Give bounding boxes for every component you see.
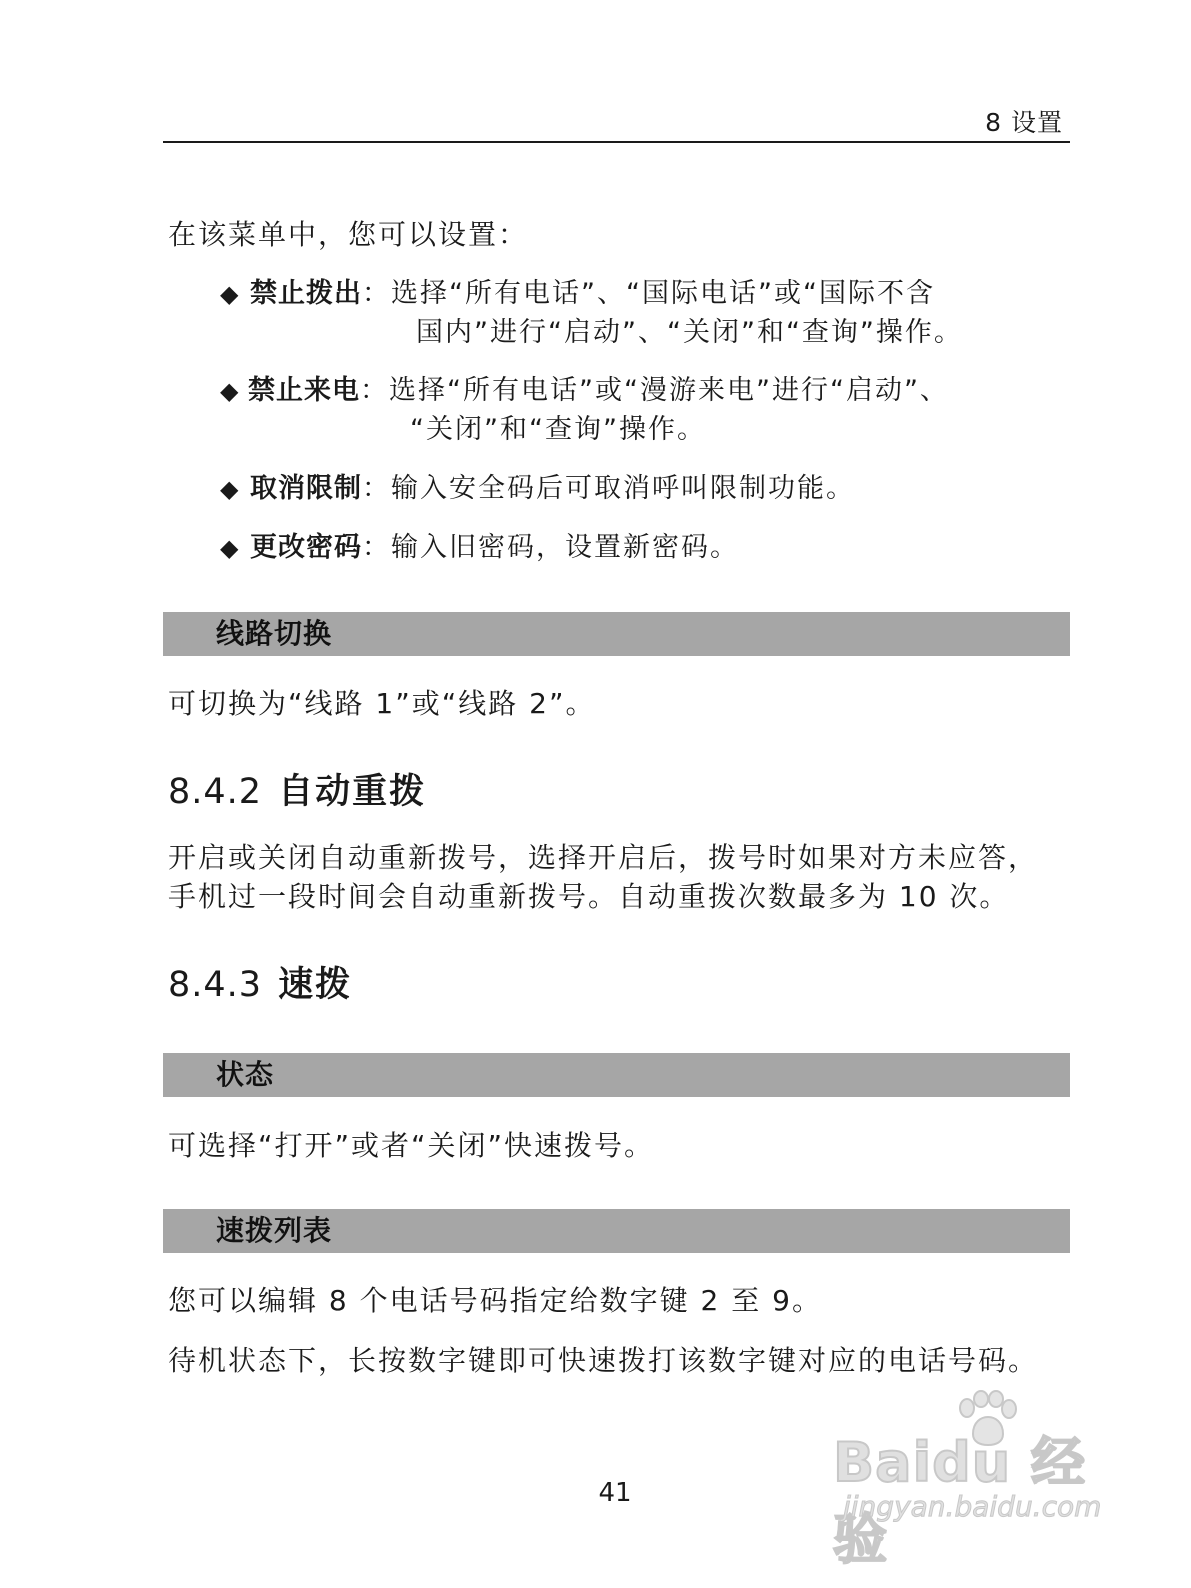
bullet-item [220,274,935,314]
section-heading: 线路切换 [216,617,333,650]
subsection-number: 8.4.2 [168,772,263,812]
page-number: 41 [598,1478,632,1508]
running-header: 8 设置 [985,108,1063,137]
section-heading: 状态 [216,1058,275,1091]
bullet-item [220,469,855,509]
subsection-title-speed-dial [168,963,352,1007]
diamond-bullet-icon: ◆ [220,475,239,503]
diamond-bullet-icon: ◆ [220,377,239,405]
bullet-desc: ：输入安全码后可取消呼叫限制功能。 [362,473,855,504]
bullet-item [220,371,949,411]
bullet-desc: ：选择“所有电话”、“国际电话”或“国际不含 [362,278,935,309]
auto-redial-text-line2: 手机过一段时间会自动重新拨号。自动重拨次数最多为 10 次。 [168,880,1010,913]
subsection-title-auto-redial [168,770,426,814]
status-text: 可选择“打开”或者“关闭”快速拨号。 [168,1129,655,1162]
header-rule [163,141,1070,143]
bullet-term: 取消限制 [250,473,362,504]
speed-dial-list-text1: 您可以编辑 8 个电话号码指定给数字键 2 至 9。 [168,1284,822,1317]
bullet-term: 禁止拨出 [250,278,362,309]
diamond-bullet-icon: ◆ [220,534,239,562]
watermark-logo-text: Baidu 经验 [833,1431,1087,1571]
line-switch-text: 可切换为“线路 1”或“线路 2”。 [168,687,596,720]
intro-text: 在该菜单中，您可以设置： [168,218,529,251]
section-bar-line-switch [163,612,1070,656]
bullet-desc-continuation: 国内”进行“启动”、“关闭”和“查询”操作。 [416,317,963,348]
speed-dial-list-text2: 待机状态下，长按数字键即可快速拨打该数字键对应的电话号码。 [168,1344,1039,1377]
subsection-name: 自动重拨 [278,772,427,812]
watermark-url: jingyan.baidu.com [843,1490,1102,1523]
bullet-desc: ：选择“所有电话”或“漫游来电”进行“启动”、 [360,375,949,406]
section-heading: 速拨列表 [216,1214,333,1247]
bullet-desc: ：输入旧密码，设置新密码。 [362,532,739,563]
section-bar-speed-dial-list [163,1209,1070,1253]
bullet-term: 更改密码 [250,532,362,563]
bullet-desc-continuation: “关闭”和“查询”操作。 [410,414,706,445]
auto-redial-text-line1: 开启或关闭自动重新拨号，选择开启后，拨号时如果对方未应答， [168,841,1039,874]
bullet-term: 禁止来电 [248,375,360,406]
section-bar-status [163,1053,1070,1097]
subsection-name: 速拨 [278,965,353,1005]
baidu-watermark [833,1390,1103,1571]
bullet-item [220,528,739,568]
diamond-bullet-icon: ◆ [220,280,239,308]
subsection-number: 8.4.3 [168,965,263,1005]
